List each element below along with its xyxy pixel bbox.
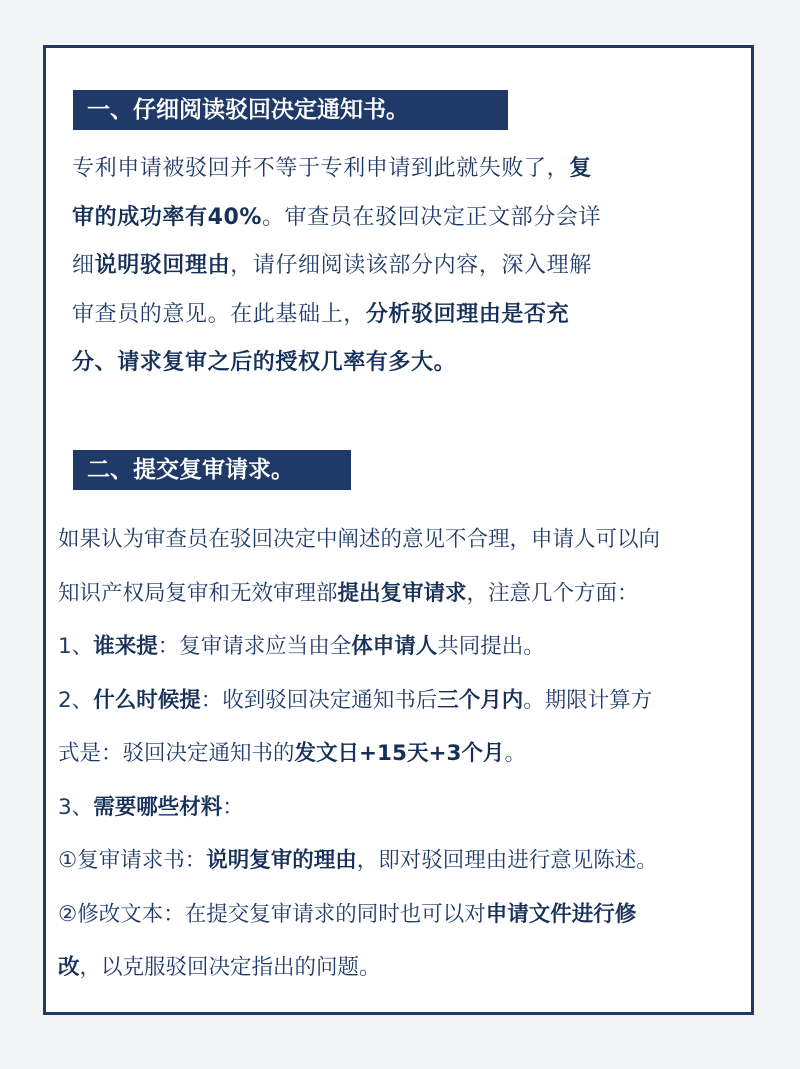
emphasized-text: 谁来提 xyxy=(93,634,158,659)
text-run: ，即对驳回理由进行意见陈述。 xyxy=(356,848,658,873)
text-run: 共同提出。 xyxy=(437,634,545,659)
text-run: 如果认为审查员在驳回决定中阐述的意见不合理，申请人可以向 xyxy=(58,527,661,552)
text-run: 3、 xyxy=(58,794,94,820)
text-line xyxy=(72,339,737,388)
emphasized-text: 审的成功率有40% xyxy=(72,204,263,230)
emphasized-text: 需要哪些材料 xyxy=(93,794,223,820)
text-line xyxy=(58,941,748,995)
text-run: 。审查员在驳回决定正文部分会详 xyxy=(262,204,602,230)
text-run: 1、 xyxy=(58,634,94,659)
text-line xyxy=(72,194,737,243)
text-run: 审查员的意见。在此基础上， xyxy=(72,301,366,327)
text-run: 知识产权局复审和无效审理部 xyxy=(58,580,338,606)
text-run: ，请仔细阅读该部分内容，深入理解 xyxy=(230,253,592,278)
text-line xyxy=(58,513,748,567)
text-line xyxy=(58,781,748,835)
emphasized-text: 分析驳回理由是否充 xyxy=(365,301,570,327)
text-run: 细 xyxy=(72,253,95,278)
text-line xyxy=(58,674,748,728)
emphasized-text: 三个月内 xyxy=(437,687,524,713)
emphasized-text: 发文日+15天+3个月 xyxy=(294,741,505,766)
text-line xyxy=(58,620,748,674)
text-run: 专利申请被驳回并不等于专利申请到此就失败了， xyxy=(72,156,570,181)
text-run: 。 xyxy=(504,741,526,766)
text-run: 式是：驳回决定通知书的 xyxy=(58,741,295,766)
text-run: 。期限计算方 xyxy=(523,687,653,713)
emphasized-text: 分、请求复审之后的授权几率有多大。 xyxy=(72,350,457,375)
text-run: ①复审请求书： xyxy=(58,848,207,873)
text-line xyxy=(58,888,748,942)
emphasized-text: 提出复审请求 xyxy=(337,580,467,606)
text-run: ：复审请求应当由全 xyxy=(157,634,352,659)
emphasized-text: 申请文件进行修 xyxy=(485,901,637,927)
emphasized-text: 说明复审的理由 xyxy=(206,848,357,873)
text-line xyxy=(58,834,748,888)
section-2-heading: 二、提交复审请求。 xyxy=(73,450,351,490)
text-run: ②修改文本：在提交复审请求的同时也可以对 xyxy=(58,901,486,927)
text-line xyxy=(58,727,748,781)
emphasized-text: 体申请人 xyxy=(351,634,438,659)
text-line xyxy=(72,291,737,340)
emphasized-text: 改 xyxy=(58,955,80,980)
text-run: 2、 xyxy=(58,687,94,713)
text-run: ，以克服驳回决定指出的问题。 xyxy=(79,955,381,980)
section-2-paragraph xyxy=(58,513,748,995)
text-line xyxy=(72,242,737,291)
emphasized-text: 复 xyxy=(569,156,592,181)
text-run: ：收到驳回决定通知书后 xyxy=(200,687,438,713)
content-frame xyxy=(43,45,754,1015)
text-line xyxy=(58,567,748,621)
emphasized-text: 说明驳回理由 xyxy=(94,253,231,278)
text-run: ： xyxy=(222,794,244,820)
text-run: ，注意几个方面： xyxy=(466,580,639,606)
section-1-heading: 一、仔细阅读驳回决定通知书。 xyxy=(73,90,508,130)
section-1-paragraph xyxy=(72,145,737,388)
text-line xyxy=(72,145,737,194)
emphasized-text: 什么时候提 xyxy=(93,687,201,713)
